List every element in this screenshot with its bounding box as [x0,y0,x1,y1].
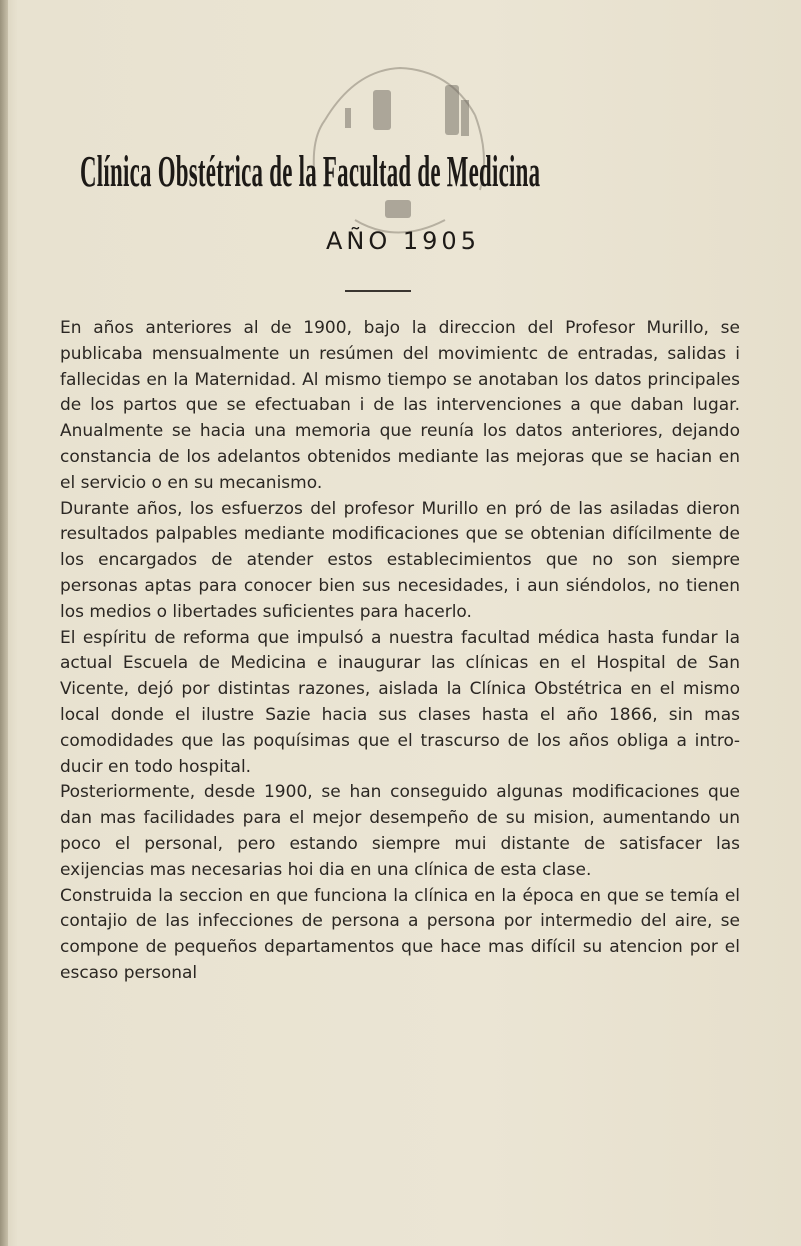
year-heading: AÑO 1905 [326,227,480,255]
divider [345,290,411,292]
binding-edge [0,0,8,1246]
paragraph: Posteriormente, desde 1900, se han conseguido algunas modificaciones que dan mas facilidades para el mejor desempeño de su mision, aumentando un poco el personal, pero estando siempre mui distante de satisfacer las exijencias mas necesarias hoi dia en una clínica de esta clase. [60,782,740,880]
paragraph: El espíritu de reforma que impulsó a nuestra facultad médica hasta fundar la actual Escuela de Medicina e inaugurar las clínicas en el Hospital de San Vicente, dejó por distintas razones, aislada la Clínica Obstétrica en el mismo local donde el ilustre Sazie hacia sus clases hasta el año 1866, sin mas comodidades que las poquísimas que el trascurso de los años obliga a introducir en todo hospital. [60,627,740,777]
paragraph: En años anteriores al de 1900, bajo la direccion del Profesor Murillo, se publicaba mensualmente un resúmen del movimientc de entradas, salidas i fallecidas en la Maternidad. Al mismo tiempo se anotaban los datos principales de los partos que se efectuaban i de las intervenciones a que daban lugar. Anualmente se hacia una memoria que reunía los datos anteriores, dejando constancia de los adelantos obtenidos mediante las mejoras que se hacian en el servicio o en su mecanismo. [60,318,740,493]
page-title: Clínica Obstétrica de la Facultad de Medicina [80,147,541,196]
paragraph: Construida la seccion en que funciona la clínica en la época en que se temía el contajio de las infecciones de persona a persona por intermedio del aire, se compone de pequeños departamentos que hace mas difícil su atencion por el escaso personal [60,885,740,983]
body-text [60,316,740,987]
paragraph: Durante años, los esfuerzos del profesor Murillo en pró de las asiladas dieron resultados palpables mediante modificaciones que se obtenian difícilmente de los encargados de atender estos establecimientos que no son siempre personas aptas para conocer bien sus necesidades, i aun siéndolos, no tienen los medios o libertades suficientes para hacerlo. [60,498,740,622]
